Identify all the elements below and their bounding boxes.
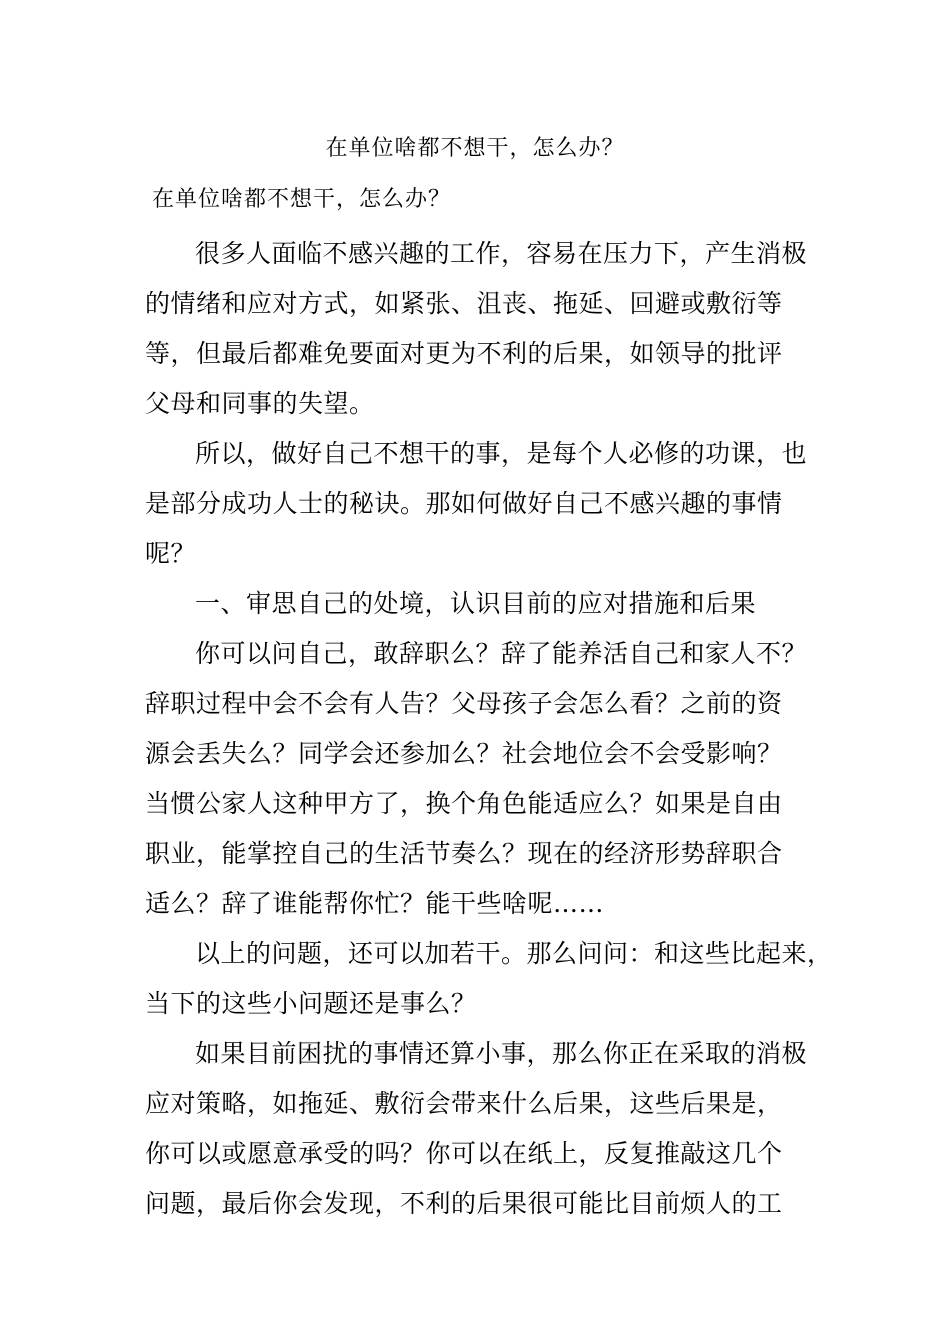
- text-line: 的情绪和应对方式，如紧张、沮丧、拖延、回避或敷衍等: [145, 289, 783, 318]
- text-line: 辞职过程中会不会有人告？父母孩子会怎么看？之前的资: [145, 689, 783, 718]
- text-line: 一、审思自己的处境，认识目前的应对措施和后果: [195, 589, 757, 618]
- text-line: 你可以或愿意承受的吗？你可以在纸上，反复推敲这几个: [145, 1139, 783, 1168]
- text-line: 问题，最后你会发现，不利的后果很可能比目前烦人的工: [145, 1189, 783, 1218]
- text-line: 职业，能掌控自己的生活节奏么？现在的经济形势辞职合: [145, 839, 783, 868]
- text-line: 父母和同事的失望。: [145, 389, 375, 418]
- text-line: 是部分成功人士的秘诀。那如何做好自己不感兴趣的事情: [145, 489, 783, 518]
- text-line: 以上的问题，还可以加若干。那么问问：和这些比起来，: [195, 939, 833, 968]
- text-line: 很多人面临不感兴趣的工作，容易在压力下，产生消极: [195, 239, 808, 268]
- text-line: 如果目前困扰的事情还算小事，那么你正在采取的消极: [195, 1039, 808, 1068]
- text-line: 呢？: [145, 539, 197, 568]
- text-line: 应对策略，如拖延、敷衍会带来什么后果，这些后果是，: [145, 1089, 783, 1118]
- text-line: 源会丢失么？同学会还参加么？社会地位会不会受影响？: [145, 739, 783, 768]
- text-line: 当下的这些小问题还是事么？: [145, 989, 477, 1018]
- text-line: 等，但最后都难免要面对更为不利的后果，如领导的批评: [145, 339, 783, 368]
- text-line: 所以，做好自己不想干的事，是每个人必修的功课，也: [195, 439, 808, 468]
- text-line: 你可以问自己，敢辞职么？辞了能养活自己和家人不？: [195, 639, 808, 668]
- text-line: 适么？辞了谁能帮你忙？能干些啥呢……: [145, 889, 605, 918]
- page-title: 在单位啥都不想干，怎么办？: [325, 136, 625, 161]
- document-body: [145, 229, 835, 1229]
- text-line: 当惯公家人这种甲方了，换个角色能适应么？如果是自由: [145, 789, 783, 818]
- page-subtitle: 在单位啥都不想干，怎么办？: [152, 187, 452, 212]
